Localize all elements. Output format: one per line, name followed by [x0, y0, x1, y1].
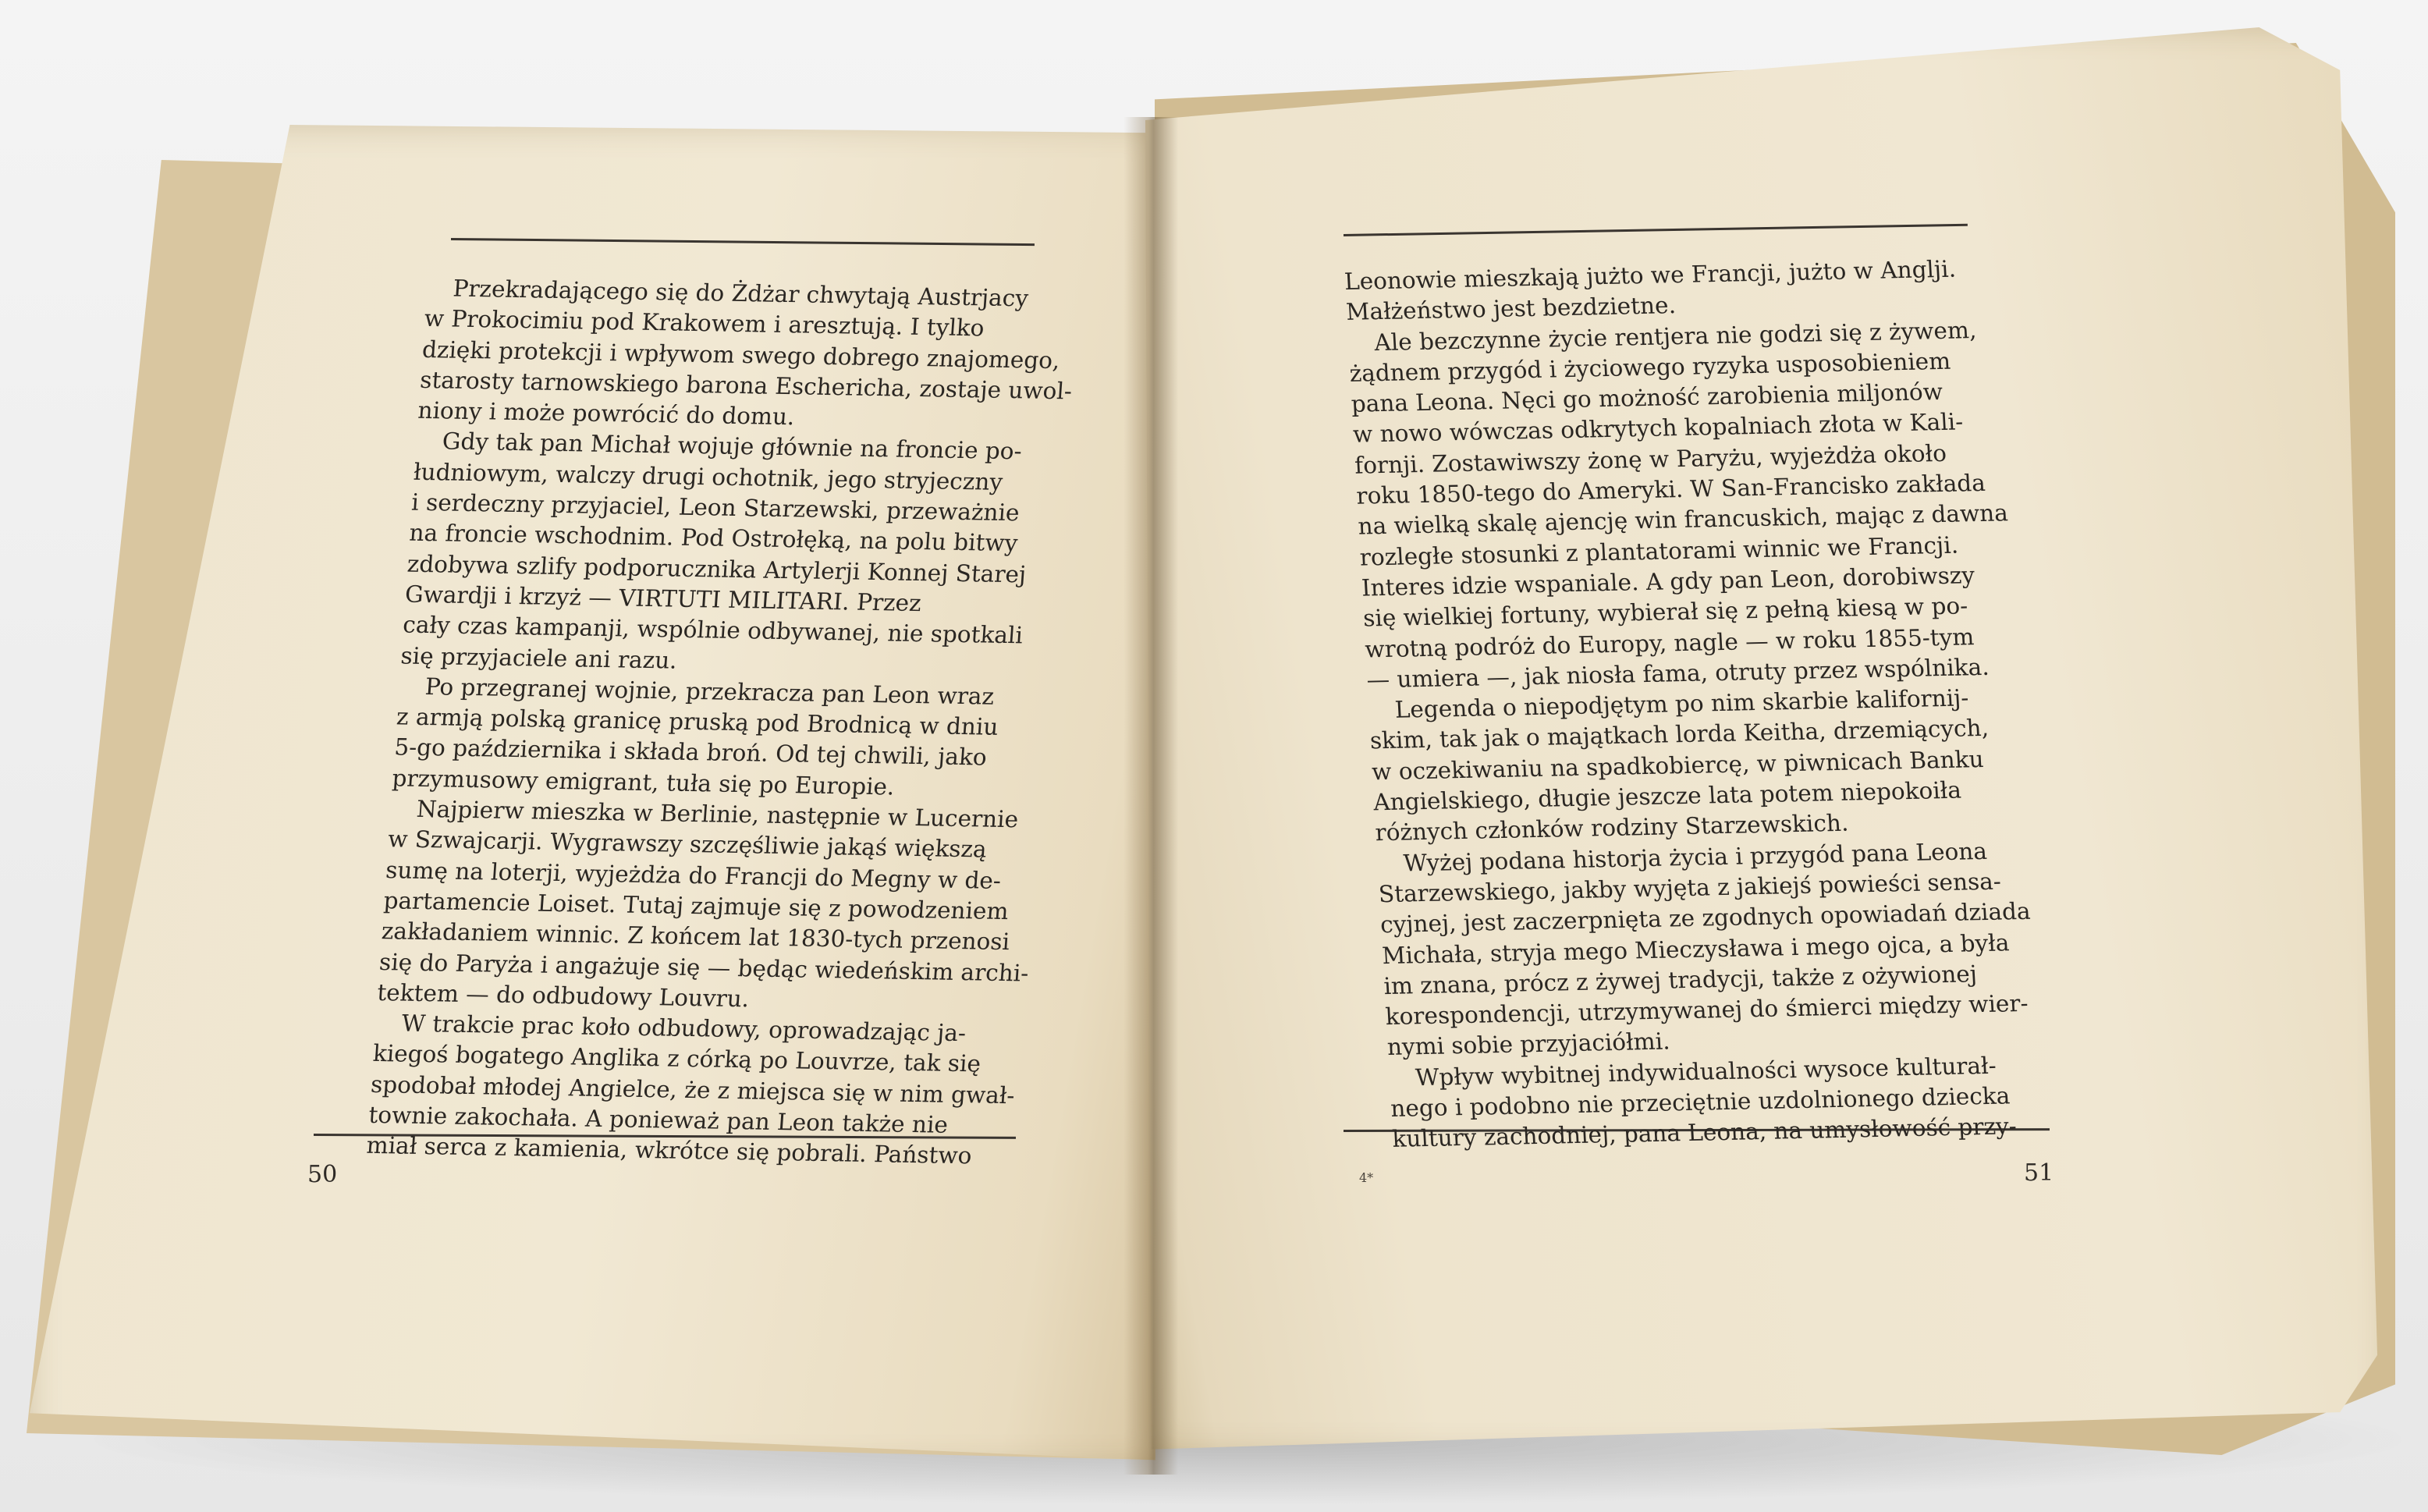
text-line: korespondencji, utrzymywanej do śmierci między wier- — [1384, 989, 2029, 1031]
text-line: Gdy tak pan Michał wojuje głównie na froncie po- — [441, 428, 1023, 465]
text-line: Angielskiego, długie jeszcze lata potem niepokoiła — [1372, 776, 1962, 816]
text-line: Po przegranej wojnie, przekracza pan Leon wraz — [424, 673, 996, 710]
book-gutter — [1123, 117, 1178, 1475]
text-line: w oczekiwaniu na spadkobiercę, w piwnicach Banku — [1371, 745, 1985, 786]
text-line: Wpływ wybitnej indywidualności wysoce kulturał- — [1415, 1052, 1997, 1091]
text-line: w nowo wówczas odkrytych kopalniach złota w Kali- — [1352, 408, 1964, 449]
text-line: zdobywa szlify podporucznika Artylerji Konnej Starej — [406, 550, 1028, 588]
text-line: Starzewskiego, jakby wyjęta z jakiejś powieści sensa- — [1378, 868, 2002, 908]
text-line: Najpierw mieszka w Berlinie, następnie w Lucernie — [415, 795, 1020, 833]
text-line: partamencie Loiset. Tutaj zajmuje się z powodzeniem — [382, 887, 1010, 925]
text-line: tektem — do odbudowy Louvru. — [376, 978, 751, 1013]
right-page-number: 51 — [2024, 1159, 2054, 1187]
text-line: w Prokocimiu pod Krakowem i aresztują. I tylko — [423, 305, 985, 342]
text-line: spodobał młodej Angielce, że z miejsca się w nim gwał- — [370, 1070, 1016, 1109]
text-line: Michała, stryja mego Mieczysława i mego ojca, a była — [1381, 928, 2011, 969]
text-line: dzięki protekcji i wpływom swego dobrego znajomego, — [421, 335, 1061, 374]
left-page-number: 50 — [307, 1161, 338, 1188]
text-line: się wielkiej fortuny, wybierał się z pełną kiesą w po- — [1362, 592, 1969, 632]
text-line: niony i może powrócić do domu. — [417, 397, 796, 431]
left-page-text — [365, 273, 1074, 1172]
text-line: żądnem przygód i życiowego ryzyka usposobieniem — [1348, 347, 1951, 387]
text-line: w Szwajcarji. Wygrawszy szczęśliwie jakąś większą — [387, 825, 988, 863]
text-line: cały czas kampanji, wspólnie odbywanej, nie spotkali — [402, 611, 1024, 649]
text-line: przymusowy emigrant, tuła się po Europie. — [391, 765, 896, 800]
text-line: różnych członków rodziny Starzewskich. — [1374, 809, 1850, 847]
text-line: się do Paryża i angażuje się — będąc wiedeńskim archi- — [378, 948, 1030, 987]
text-line: Wyżej podana historja życia i przygód pana Leona — [1402, 837, 1988, 877]
text-line: Interes idzie wspaniale. A gdy pan Leon, dorobiwszy — [1361, 562, 1975, 602]
text-line: sumę na loterji, wyjeżdża do Francji do Megny w de- — [385, 856, 1003, 894]
text-line: się przyjaciele ani razu. — [399, 642, 678, 674]
text-line: kiegoś bogatego Anglika z córką po Louvrze, tak się — [371, 1040, 982, 1077]
text-line: nymi sobie przyjaciółmi. — [1386, 1028, 1671, 1061]
text-line: nego i podobno nie przeciętnie uzdolnionego dziecka — [1390, 1082, 2011, 1122]
text-line: miał serca z kamienia, wkrótce się pobrali. Państwo — [365, 1132, 973, 1169]
right-page-text — [1344, 253, 2045, 1155]
text-line: Przekradającego się do Żdżar chwytają Austrjacy — [452, 275, 1030, 312]
text-line: skim, tak jak o majątkach lorda Keitha, drzemiących, — [1369, 715, 1990, 754]
text-line: Legenda o niepodjętym po nim skarbie kalifornij- — [1393, 684, 1970, 723]
signature-mark: 4* — [1359, 1170, 1374, 1185]
text-line: Ale bezczynne życie rentjera nie godzi się z żywem, — [1373, 316, 1978, 356]
text-line: rozległe stosunki z plantatorami winnic we Francji. — [1358, 531, 1959, 571]
text-line: zakładaniem winnic. Z końcem lat 1830-tych przenosi — [380, 917, 1011, 956]
text-line: 5-go października i składa broń. Od tej chwili, jako — [393, 733, 988, 772]
text-line: Małżeństwo jest bezdzietne. — [1345, 292, 1677, 326]
text-line: na wielką skalę ajencję win francuskich, mając z dawna — [1357, 499, 2009, 541]
text-line: W trakcie prac koło odbudowy, oprowadzając ja- — [400, 1010, 967, 1047]
text-line: kultury zachodniej, pana Leona, na umysłowość przy- — [1391, 1113, 2018, 1153]
text-line: — umiera —, jak niosła fama, otruty przez wspólnika. — [1365, 653, 1990, 694]
text-line: Leonowie mieszkają jużto we Francji, jużto w Anglji. — [1344, 255, 1957, 295]
text-line: wrotną podróż do Europy, nagle — w roku 1855-tym — [1364, 623, 1975, 663]
text-line: łudniowym, walczy drugi ochotnik, jego stryjeczny — [413, 458, 1004, 495]
text-line: na froncie wschodnim. Pod Ostrołęką, na polu bitwy — [408, 520, 1019, 557]
text-line: im znana, prócz z żywej tradycji, także z ożywionej — [1383, 960, 1978, 999]
text-line: townie zakochała. A ponieważ pan Leon także nie — [367, 1101, 950, 1138]
text-line: cyjnej, jest zaczerpnięta ze zgodnych opowiadań dziada — [1379, 897, 2032, 939]
text-line: starosty tarnowskiego barona Eschericha, zostaje uwol- — [419, 366, 1074, 405]
text-line: pana Leona. Nęci go możność zarobienia miljonów — [1350, 378, 1943, 418]
text-line: fornji. Zostawiwszy żonę w Paryżu, wyjeżdża około — [1354, 439, 1947, 479]
text-line: i serdeczny przyjaciel, Leon Starzewski, przeważnie — [410, 488, 1021, 527]
text-line: z armją polską granicę pruską pod Brodnicą w dniu — [396, 703, 999, 740]
text-line: roku 1850-tego do Ameryki. W San-Francisko zakłada — [1355, 469, 1986, 509]
text-line: Gwardji i krzyż — VIRTUTI MILITARI. Przez — [404, 580, 922, 617]
